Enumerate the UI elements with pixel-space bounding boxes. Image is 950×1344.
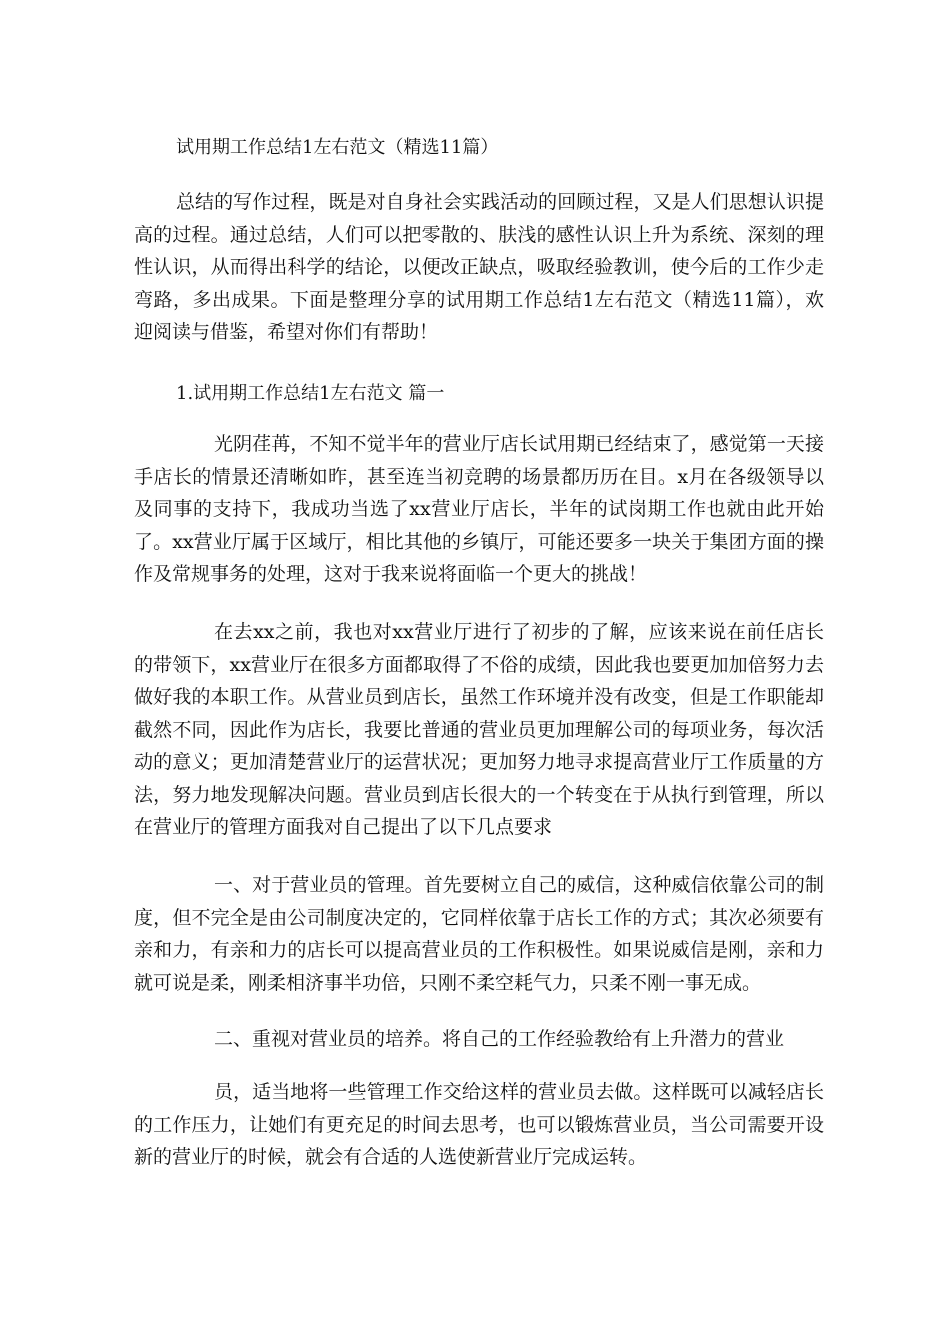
body-paragraph-4: 二、重视对营业员的培养。将自己的工作经验教给有上升潜力的营业 [214,1028,785,1050]
body-paragraph-1: 光阴荏苒，不知不觉半年的营业厅店长试用期已经结束了，感觉第一天接手店长的情景还清晰如昨，甚至连当初竞聘的场景都历历在目。x月在各级领导以及同事的支持下，我成功当选了xx营业厅店长，半年的试岗期工作也就由此开始了。xx营业厅属于区域厅，相比其他的乡镇厅，可能还要多一块关于集团方面的操作及常规事务的处理，这对于我来说将面临一个更大的挑战！ [134,433,824,585]
body-paragraph-2: 在去xx之前，我也对xx营业厅进行了初步的了解，应该来说在前任店长的带领下，xx营业厅在很多方面都取得了不俗的成绩，因此我也要更加加倍努力去做好我的本职工作。从营业员到店长，虽然工作环境并没有改变，但是工作职能却截然不同，因此作为店长，我要比普通的营业员更加理解公司的每项业务，每次活动的意义；更加清楚营业厅的运营状况；更加努力地寻求提高营业厅工作质量的方法，努力地发现解决问题。营业员到店长很大的一个转变在于从执行到管理，所以在营业厅的管理方面我对自己提出了以下几点要求 [134,621,824,838]
document-title: 试用期工作总结1左右范文（精选11篇） [176,137,499,158]
body-paragraph-5: 员，适当地将一些管理工作交给这样的营业员去做。这样既可以减轻店长的工作压力，让她们有更充足的时间去思考，也可以锻炼营业员，当公司需要开设新的营业厅的时候，就会有合适的人选使新营业厅完成运转。 [134,1081,824,1168]
section-heading: 1.试用期工作总结1左右范文 篇一 [176,383,445,404]
body-paragraph-3: 一、对于营业员的管理。首先要树立自己的威信，这种威信依靠公司的制度，但不完全是由公司制度决定的，它同样依靠于店长工作的方式；其次必须要有亲和力，有亲和力的店长可以提高营业员的工作积极性。如果说威信是刚，亲和力就可说是柔，刚柔相济事半功倍，只刚不柔空耗气力，只柔不刚一事无成。 [134,874,824,994]
intro-paragraph: 总结的写作过程，既是对自身社会实践活动的回顾过程，又是人们思想认识提高的过程。通过总结，人们可以把零散的、肤浅的感性认识上升为系统、深刻的理性认识，从而得出科学的结论，以便改正缺点，吸取经验教训，使今后的工作少走弯路，多出成果。下面是整理分享的试用期工作总结1左右范文（精选11篇），欢迎阅读与借鉴，希望对你们有帮助！ [134,191,824,343]
